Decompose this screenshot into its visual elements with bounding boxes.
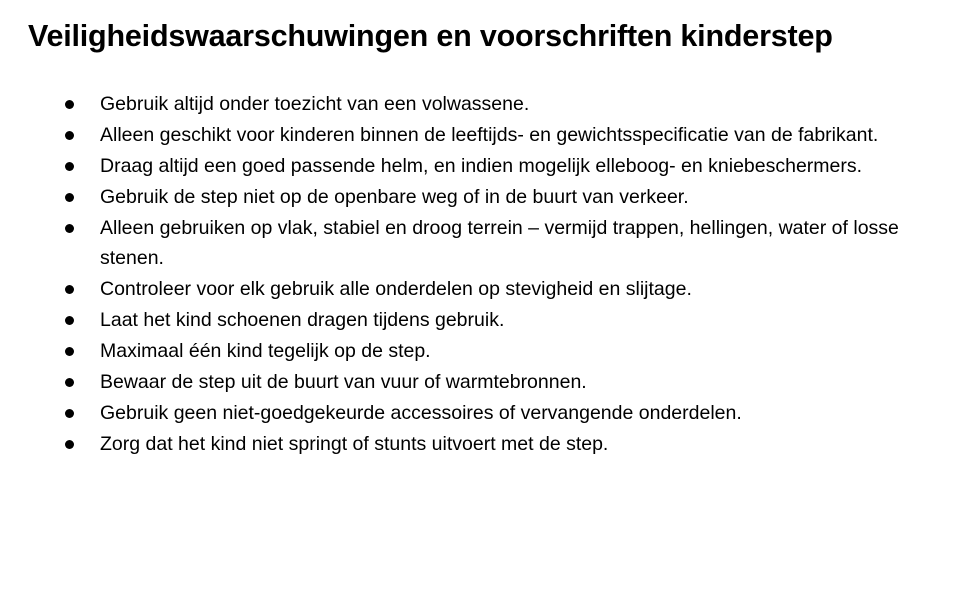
list-item-text: Gebruik altijd onder toezicht van een volwassene. xyxy=(100,93,530,115)
list-item-text: Gebruik geen niet-goedgekeurde accessoires of vervangende onderdelen. xyxy=(100,402,742,424)
list-item-text: Alleen geschikt voor kinderen binnen de leeftijds- en gewichtsspecificatie van de fabrikant. xyxy=(100,124,879,146)
list-item-text: Bewaar de step uit de buurt van vuur of warmtebronnen. xyxy=(100,371,587,393)
list-item xyxy=(62,274,942,304)
list-item-text: Alleen gebruiken op vlak, stabiel en droog terrein – vermijd trappen, hellingen, water of losse stenen. xyxy=(100,217,899,269)
bullet-icon xyxy=(65,316,74,325)
list-item xyxy=(62,336,942,366)
list-item xyxy=(62,367,942,397)
list-item-text: Gebruik de step niet op de openbare weg of in de buurt van verkeer. xyxy=(100,186,689,208)
bullet-icon xyxy=(65,100,74,109)
list-item xyxy=(62,89,942,119)
bullet-icon xyxy=(65,347,74,356)
list-item xyxy=(62,305,942,335)
bullet-icon xyxy=(65,440,74,449)
bullet-icon xyxy=(65,162,74,171)
list-item xyxy=(62,213,942,273)
bullet-icon xyxy=(65,131,74,140)
list-item-text: Draag altijd een goed passende helm, en indien mogelijk elleboog- en kniebeschermers. xyxy=(100,155,863,177)
bullet-icon xyxy=(65,193,74,202)
list-item xyxy=(62,120,942,150)
bullet-icon xyxy=(65,409,74,418)
safety-warnings-list xyxy=(62,89,942,460)
list-item-text: Laat het kind schoenen dragen tijdens gebruik. xyxy=(100,309,505,331)
bullet-icon xyxy=(65,285,74,294)
list-item xyxy=(62,429,942,459)
list-item xyxy=(62,151,942,181)
list-item-text: Controleer voor elk gebruik alle onderdelen op stevigheid en slijtage. xyxy=(100,278,692,300)
bullet-icon xyxy=(65,378,74,387)
list-item-text: Zorg dat het kind niet springt of stunts uitvoert met de step. xyxy=(100,433,609,455)
page-title: Veiligheidswaarschuwingen en voorschriften kinderstep xyxy=(28,19,833,53)
list-item-text: Maximaal één kind tegelijk op de step. xyxy=(100,340,431,362)
list-item xyxy=(62,182,942,212)
list-item xyxy=(62,398,942,428)
bullet-icon xyxy=(65,224,74,233)
